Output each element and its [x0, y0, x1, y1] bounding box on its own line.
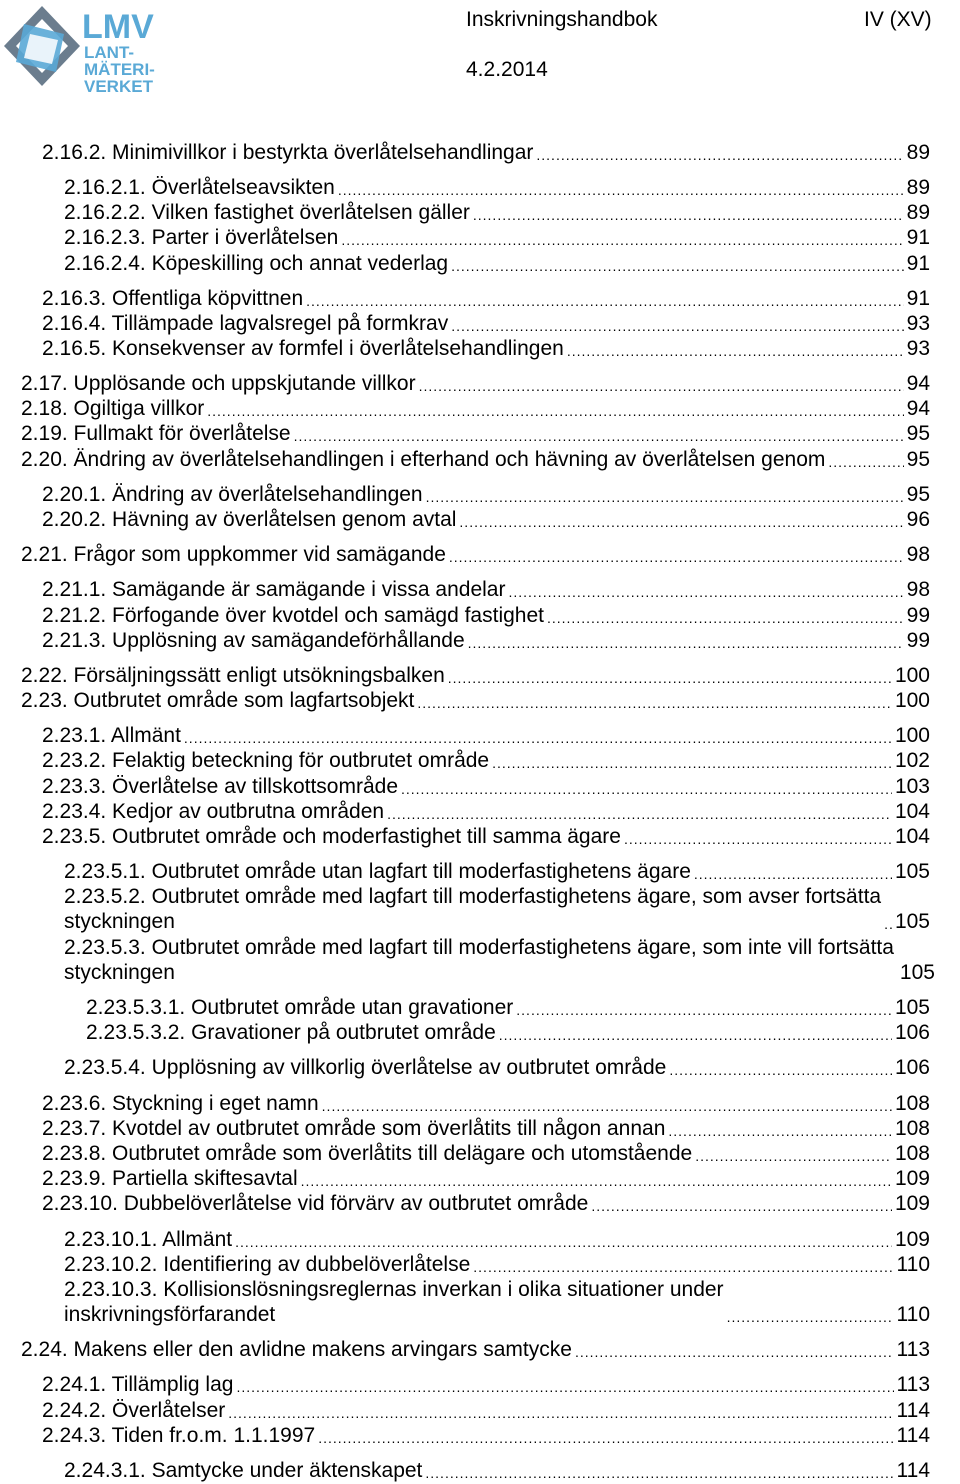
toc-entry-label: 2.16.2.1. Överlåtelseavsikten	[64, 176, 335, 199]
toc-entry-page: 106	[894, 1056, 930, 1079]
toc-leader	[473, 205, 904, 225]
toc-leader	[338, 180, 904, 200]
toc-entry-page: 93	[906, 312, 930, 335]
toc-entry-page: 104	[894, 825, 930, 848]
toc-entry-label: 2.24.1. Tillämplig lag	[42, 1373, 234, 1396]
toc-entry[interactable]	[64, 884, 930, 934]
toc-entry-label: 2.23.5.3. Outbrutet område med lagfart till moderfastighetens ägare, som inte vill fortsätta	[64, 936, 894, 959]
toc-entry-page: 104	[894, 800, 930, 823]
toc-entry-page: 102	[894, 749, 930, 772]
toc-entry[interactable]	[21, 542, 930, 567]
toc-leader	[668, 1121, 892, 1141]
toc-entry-label: 2.23.2. Felaktig beteckning för outbrutet område	[42, 749, 490, 772]
toc-entry-page: 100	[894, 724, 930, 747]
toc-entry-page: 89	[906, 201, 930, 224]
toc-entry-page: 108	[894, 1117, 930, 1140]
toc-leader	[727, 1307, 894, 1327]
toc-entry-page: 108	[894, 1142, 930, 1165]
toc-entry-label: 2.23.4. Kedjor av outbrutna områden	[42, 800, 385, 823]
toc-leader	[322, 1096, 892, 1116]
toc-leader	[451, 256, 904, 276]
toc-leader	[318, 1428, 893, 1448]
toc-entry[interactable]	[64, 1458, 930, 1483]
toc-entry-page: 91	[906, 252, 930, 275]
toc-entry-label: 2.23.10. Dubbelöverlåtelse vid förvärv av outbrutet område	[42, 1192, 589, 1215]
toc-entry-page: 103	[894, 775, 930, 798]
toc-entry[interactable]	[42, 628, 930, 653]
toc-entry-label: 2.23.10.2. Identifiering av dubbelöverlåtelse	[64, 1253, 471, 1276]
toc-entry[interactable]	[21, 688, 930, 713]
toc-entry[interactable]	[42, 824, 930, 849]
toc-leader	[516, 1000, 892, 1020]
toc-entry-page: 105	[894, 860, 930, 883]
toc-leader	[591, 1196, 892, 1216]
toc-leader	[449, 547, 904, 567]
toc-entry-page: 89	[906, 176, 930, 199]
toc-leader	[341, 230, 903, 250]
toc-leader	[228, 1403, 893, 1423]
toc-entry[interactable]	[42, 311, 930, 336]
toc-entry[interactable]	[21, 447, 930, 472]
toc-entry[interactable]	[64, 1277, 930, 1327]
toc-entry-label: 2.23.5.4. Upplösning av villkorlig överlåtelse av outbrutet område	[64, 1056, 667, 1079]
toc-entry[interactable]	[42, 603, 930, 628]
toc-entry-page: 96	[906, 508, 930, 531]
page-number: IV (XV)	[864, 8, 932, 31]
toc-entry-label: 2.16.2.3. Parter i överlåtelsen	[64, 226, 339, 249]
toc-leader	[184, 728, 892, 748]
toc-entry-page: 114	[896, 1424, 930, 1447]
toc-entry-label: 2.17. Upplösande och uppskjutande villkor	[21, 372, 416, 395]
toc-entry-label: 2.16.3. Offentliga köpvittnen	[42, 287, 304, 310]
toc-leader	[508, 582, 903, 602]
toc-entry[interactable]	[21, 371, 930, 396]
toc-entry-label: 2.23.5. Outbrutet område och moderfastighet till samma ägare	[42, 825, 621, 848]
toc-leader	[301, 1171, 892, 1191]
toc-entry-page: 99	[906, 629, 930, 652]
toc-entry-label: 2.16.2.2. Vilken fastighet överlåtelsen gäller	[64, 201, 470, 224]
toc-entry-page: 100	[894, 664, 930, 687]
document-title: Inskrivningshandbok	[466, 8, 658, 31]
toc-entry-page: 100	[894, 689, 930, 712]
toc-entry[interactable]	[21, 396, 930, 421]
toc-leader	[567, 341, 904, 361]
toc-entry[interactable]	[64, 1227, 930, 1252]
logo-text-lmv: LMV	[82, 8, 154, 46]
toc-entry-label: 2.24.3.1. Samtycke under äktenskapet	[64, 1459, 423, 1482]
toc-entry[interactable]	[42, 336, 930, 361]
toc-entry-label: 2.23.6. Styckning i eget namn	[42, 1092, 319, 1115]
toc-entry-page: 114	[896, 1399, 930, 1422]
toc-leader	[451, 316, 903, 336]
toc-entry-label: 2.20.2. Hävning av överlåtelsen genom avtal	[42, 508, 457, 531]
toc-entry[interactable]	[42, 1091, 930, 1116]
toc-entry-label: 2.18. Ogiltiga villkor	[21, 397, 205, 420]
toc-entry-page: 110	[896, 1303, 930, 1326]
toc-entry[interactable]	[42, 1191, 930, 1216]
toc-entry[interactable]	[42, 774, 930, 799]
toc-entry[interactable]	[42, 748, 930, 773]
toc-leader	[419, 376, 904, 396]
toc-entry-page: 109	[894, 1228, 930, 1251]
toc-leader	[401, 779, 892, 799]
toc-leader	[473, 1257, 893, 1277]
lantmateriverket-logo	[2, 4, 172, 96]
toc-leader	[828, 452, 903, 472]
toc-leader	[468, 633, 904, 653]
logo-text-lant: LANT-	[84, 43, 135, 62]
toc-entry[interactable]	[42, 1398, 930, 1423]
toc-entry-label: 2.23.1. Allmänt	[42, 724, 181, 747]
toc-entry-label: 2.16.2. Minimivillkor i bestyrkta överlåtelsehandlingar	[42, 141, 534, 164]
toc-entry-label: 2.23.5.3.2. Gravationer på outbrutet område	[86, 1021, 496, 1044]
toc-entry[interactable]	[64, 225, 930, 250]
toc-entry-page: 108	[894, 1092, 930, 1115]
toc-entry-label: 2.24.3. Tiden fr.o.m. 1.1.1997	[42, 1424, 316, 1447]
toc-entry-label: 2.23.5.3.1. Outbrutet område utan gravationer	[86, 996, 514, 1019]
toc-entry-page: 95	[906, 483, 930, 506]
toc-entry-label-continued: styckningen	[64, 961, 175, 984]
toc-entry[interactable]	[42, 799, 930, 824]
toc-entry-label: 2.23.10.1. Allmänt	[64, 1228, 233, 1251]
toc-entry-page: 105	[899, 961, 935, 984]
toc-entry-label: 2.23.8. Outbrutet område som överlåtits till delägare och utomstående	[42, 1142, 693, 1165]
toc-leader	[575, 1342, 894, 1362]
toc-entry[interactable]	[64, 251, 930, 276]
toc-leader	[694, 864, 892, 884]
toc-leader	[306, 291, 904, 311]
toc-entry-page: 105	[894, 910, 930, 933]
toc-entry[interactable]	[86, 995, 930, 1020]
toc-leader	[207, 401, 903, 421]
toc-entry-label: 2.23.7. Kvotdel av outbrutet område som överlåtits till någon annan	[42, 1117, 666, 1140]
toc-entry-page: 113	[896, 1338, 930, 1361]
toc-entry-label: 2.21.3. Upplösning av samägandeförhållande	[42, 629, 465, 652]
toc-entry-label: 2.24.2. Överlåtelser	[42, 1399, 226, 1422]
toc-entry-page: 109	[894, 1192, 930, 1215]
toc-entry-label: 2.16.5. Konsekvenser av formfel i överlåtelsehandlingen	[42, 337, 564, 360]
toc-leader	[294, 426, 904, 446]
toc-leader	[235, 1232, 892, 1252]
logo-text-materi: MÄTERI-	[84, 60, 155, 79]
toc-entry-page: 93	[906, 337, 930, 360]
toc-entry-page: 110	[896, 1253, 930, 1276]
toc-entry-label: 2.23.3. Överlåtelse av tillskottsområde	[42, 775, 398, 798]
toc-entry-label: 2.23.10.3. Kollisionslösningsreglernas inverkan i olika situationer under	[64, 1278, 724, 1301]
toc-entry-label-continued: styckningen	[64, 910, 175, 933]
toc-entry-label: 2.20.1. Ändring av överlåtelsehandlingen	[42, 483, 423, 506]
toc-entry-label: 2.23.9. Partiella skiftesavtal	[42, 1167, 298, 1190]
toc-entry-label: 2.19. Fullmakt för överlåtelse	[21, 422, 291, 445]
logo-text-verket: VERKET	[84, 77, 153, 96]
toc-entry-page: 98	[906, 578, 930, 601]
toc-entry-page: 109	[894, 1167, 930, 1190]
toc-entry-page: 95	[906, 448, 930, 471]
toc-leader	[426, 487, 904, 507]
toc-leader	[492, 753, 892, 773]
toc-entry[interactable]	[42, 577, 930, 602]
toc-entry-page: 105	[894, 996, 930, 1019]
toc-leader	[236, 1377, 893, 1397]
toc-entry-label: 2.21. Frågor som uppkommer vid samägande	[21, 543, 446, 566]
toc-entry-page: 91	[906, 226, 930, 249]
toc-leader	[499, 1025, 892, 1045]
toc-entry-page: 89	[906, 141, 930, 164]
toc-entry[interactable]	[64, 935, 935, 985]
toc-entry[interactable]	[42, 1141, 930, 1166]
toc-entry[interactable]	[21, 663, 930, 688]
toc-entry-page: 95	[906, 422, 930, 445]
toc-entry-label: 2.20. Ändring av överlåtelsehandlingen i efterhand och hävning av överlåtelsen genom	[21, 448, 826, 471]
toc-entry-page: 91	[906, 287, 930, 310]
toc-entry[interactable]	[42, 140, 930, 165]
toc-entry[interactable]	[42, 1116, 930, 1141]
toc-entry-label: 2.23.5.1. Outbrutet område utan lagfart till moderfastighetens ägare	[64, 860, 691, 883]
toc-entry-page: 113	[896, 1373, 930, 1396]
toc-entry-page: 98	[906, 543, 930, 566]
toc-leader	[669, 1060, 892, 1080]
toc-entry[interactable]	[42, 723, 930, 748]
toc-entry-label: 2.16.2.4. Köpeskilling och annat vederlag	[64, 252, 449, 275]
toc-entry[interactable]	[64, 200, 930, 225]
toc-leader	[417, 693, 892, 713]
toc-entry[interactable]	[42, 507, 930, 532]
toc-entry[interactable]	[64, 859, 930, 884]
toc-entry-page: 99	[906, 604, 930, 627]
toc-entry-label: 2.23. Outbrutet område som lagfartsobjekt	[21, 689, 415, 712]
toc-leader	[547, 608, 904, 628]
logo-emblem-icon	[4, 6, 80, 86]
toc-entry-page: 94	[906, 372, 930, 395]
toc-entry[interactable]	[42, 1423, 930, 1448]
toc-leader	[536, 145, 903, 165]
toc-entry[interactable]	[64, 175, 930, 200]
toc-entry[interactable]	[21, 1337, 930, 1362]
toc-entry[interactable]	[64, 1252, 930, 1277]
toc-leader	[448, 668, 892, 688]
toc-entry-label: 2.24. Makens eller den avlidne makens arvingars samtycke	[21, 1338, 572, 1361]
document-date: 4.2.2014	[466, 58, 548, 81]
toc-leader	[387, 804, 892, 824]
toc-leader	[624, 829, 892, 849]
toc-entry-page: 106	[894, 1021, 930, 1044]
toc-entry-page: 114	[896, 1459, 930, 1482]
toc-leader	[459, 512, 903, 532]
toc-leader	[884, 914, 892, 934]
toc-entry[interactable]	[42, 286, 930, 311]
toc-entry-label-continued: inskrivningsförfarandet	[64, 1303, 276, 1326]
toc-entry-label: 2.16.4. Tillämpade lagvalsregel på formkrav	[42, 312, 449, 335]
toc-entry[interactable]	[86, 1020, 930, 1045]
toc-leader	[425, 1463, 893, 1483]
toc-entry-page: 94	[906, 397, 930, 420]
toc-entry[interactable]	[42, 1166, 930, 1191]
toc-entry-label: 2.22. Försäljningssätt enligt utsökningsbalken	[21, 664, 445, 687]
toc-entry[interactable]	[42, 1372, 930, 1397]
toc-entry[interactable]	[42, 482, 930, 507]
toc-entry-label: 2.21.2. Förfogande över kvotdel och samägd fastighet	[42, 604, 544, 627]
toc-entry[interactable]	[64, 1055, 930, 1080]
toc-entry-label: 2.21.1. Samägande är samägande i vissa andelar	[42, 578, 506, 601]
toc-leader	[695, 1146, 892, 1166]
toc-entry[interactable]	[21, 421, 930, 446]
toc-entry-label: 2.23.5.2. Outbrutet område med lagfart till moderfastighetens ägare, som avser fortsätta	[64, 885, 882, 908]
